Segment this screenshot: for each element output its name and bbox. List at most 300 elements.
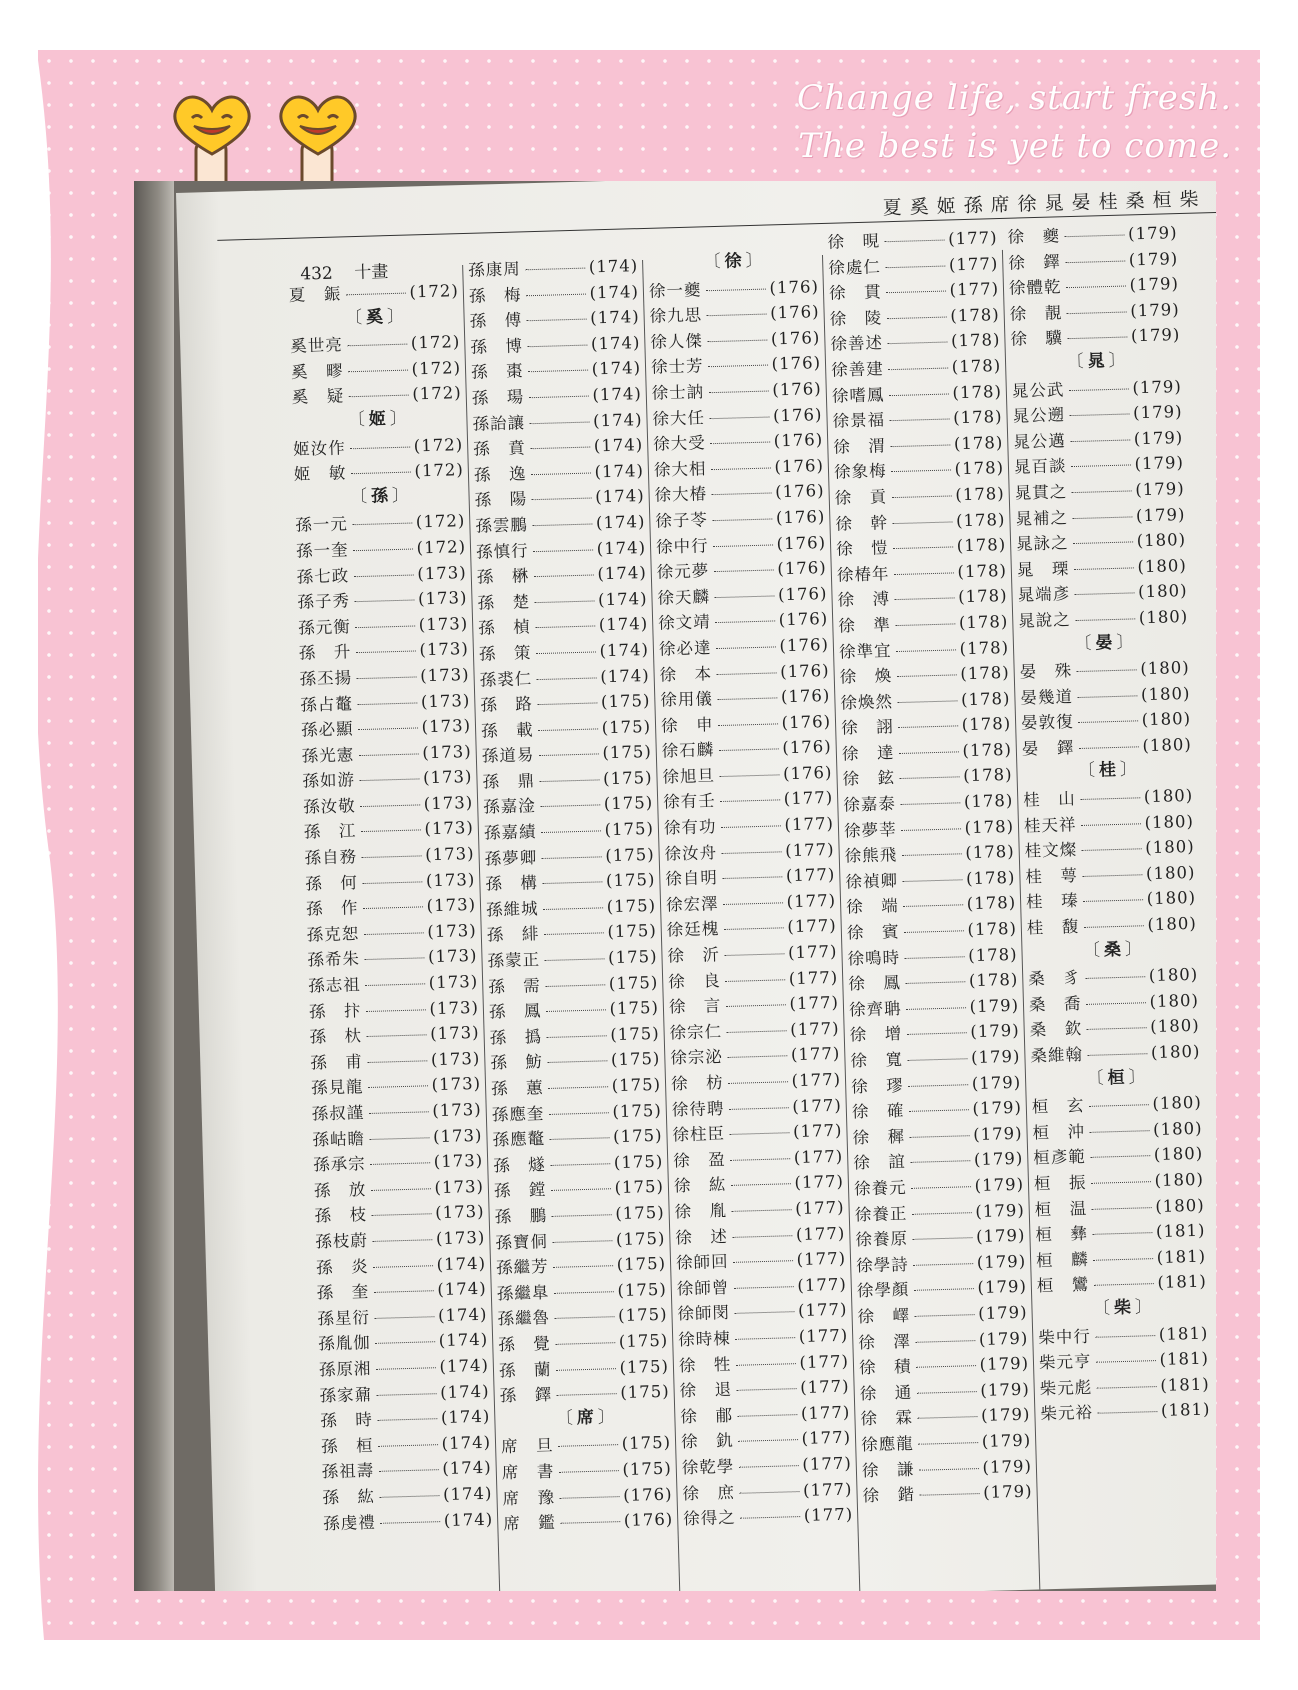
entry-page-ref: (173) bbox=[423, 792, 474, 814]
entry-name: 孫志祖 bbox=[307, 975, 361, 996]
entry-name: 徐學詩 bbox=[855, 1254, 909, 1276]
entry-page-ref: (179) bbox=[1130, 299, 1180, 321]
entry-page-ref: (180) bbox=[1155, 1195, 1205, 1216]
entry-page-ref: (172) bbox=[411, 357, 462, 379]
entry-page-ref: (175) bbox=[603, 793, 654, 814]
surname-header: 〔 孫 〕 bbox=[349, 485, 410, 508]
entry-page-ref: (180) bbox=[1137, 581, 1188, 602]
dot-leader bbox=[534, 600, 594, 603]
entry-name: 席 鑑 bbox=[503, 1513, 557, 1534]
dot-leader bbox=[1083, 900, 1143, 903]
entry-page-ref: (173) bbox=[434, 1202, 485, 1223]
dot-leader bbox=[1090, 1181, 1150, 1184]
dot-leader bbox=[353, 574, 413, 577]
entry-page-ref: (179) bbox=[981, 1430, 1032, 1451]
surname-header-label: 桑 bbox=[1103, 939, 1122, 961]
entry-name: 孫 棗 bbox=[470, 361, 524, 383]
entry-name: 晏 鐸 bbox=[1021, 738, 1075, 759]
entry-name: 席 豫 bbox=[502, 1487, 556, 1508]
entry-page-ref: (178) bbox=[957, 586, 1008, 607]
entry-name: 孫 何 bbox=[305, 872, 359, 894]
entry-page-ref: (175) bbox=[615, 1228, 666, 1249]
dot-leader bbox=[530, 447, 590, 450]
entry-name: 徐柱臣 bbox=[672, 1124, 726, 1145]
entry-name: 孫見龍 bbox=[310, 1077, 364, 1098]
dot-leader bbox=[718, 749, 778, 752]
dot-leader bbox=[1064, 235, 1124, 238]
entry-name: 孫 鼎 bbox=[482, 771, 536, 792]
entry-page-ref: (174) bbox=[438, 1330, 489, 1351]
dot-leader bbox=[360, 804, 420, 807]
entry-page-ref: (177) bbox=[792, 1095, 842, 1116]
entry-name: 徐 達 bbox=[841, 743, 895, 764]
entry-page-ref: (178) bbox=[968, 970, 1019, 991]
entry-name: 徐 紘 bbox=[673, 1175, 727, 1196]
dot-leader bbox=[546, 1035, 606, 1038]
entry-page-ref: (175) bbox=[607, 921, 658, 942]
entry-page-ref: (177) bbox=[784, 839, 835, 860]
surname-header-label: 奚 bbox=[365, 306, 384, 328]
dot-leader bbox=[738, 1439, 798, 1442]
entry-page-ref: (173) bbox=[419, 664, 470, 686]
entry-name: 孫 杕 bbox=[309, 1026, 363, 1047]
entry-page-ref: (180) bbox=[1136, 530, 1187, 551]
entry-page-ref: (177) bbox=[799, 1351, 850, 1372]
smiley-heart-icon bbox=[162, 92, 262, 192]
dot-leader bbox=[896, 674, 956, 677]
entry-name: 孫嘉淦 bbox=[483, 796, 537, 818]
section-label: 十畫 bbox=[354, 262, 389, 284]
entry-name: 奚 疁 bbox=[290, 361, 344, 382]
dot-leader bbox=[1089, 1130, 1149, 1133]
entry-page-ref: (173) bbox=[430, 1048, 481, 1070]
dot-leader bbox=[1092, 1232, 1152, 1235]
entry-page-ref: (177) bbox=[947, 228, 998, 249]
dot-leader bbox=[916, 1365, 976, 1368]
dot-leader bbox=[892, 521, 952, 524]
entry-page-ref: (174) bbox=[589, 281, 640, 303]
entry-name: 徐用儀 bbox=[660, 689, 714, 710]
dot-leader bbox=[886, 291, 946, 294]
entry-page-ref: (173) bbox=[433, 1150, 484, 1172]
dot-leader bbox=[345, 293, 405, 296]
dot-leader bbox=[734, 1312, 794, 1315]
entry-name: 孫 蘭 bbox=[498, 1359, 552, 1380]
dot-leader bbox=[1097, 1411, 1157, 1414]
surname-header-label: 晏 bbox=[1095, 632, 1113, 653]
entry-name: 孫必顯 bbox=[300, 719, 354, 740]
dot-leader bbox=[560, 1521, 620, 1524]
entry-name: 晁端彥 bbox=[1017, 584, 1071, 605]
entry-name: 桂 瑧 bbox=[1025, 891, 1079, 912]
dot-leader bbox=[888, 367, 948, 370]
surname-header-label: 桓 bbox=[1107, 1067, 1125, 1088]
surname-header: 〔 徐 〕 bbox=[703, 250, 763, 273]
entry-name: 徐 確 bbox=[851, 1101, 905, 1122]
dot-leader bbox=[720, 800, 780, 803]
dot-leader bbox=[722, 877, 782, 880]
entry-page-ref: (178) bbox=[952, 407, 1003, 428]
entry-page-ref: (175) bbox=[616, 1253, 667, 1275]
entry-page-ref: (177) bbox=[792, 1120, 843, 1142]
dot-leader bbox=[1071, 490, 1131, 493]
entry-page-ref: (176) bbox=[769, 276, 820, 298]
entry-name: 桂文燦 bbox=[1024, 840, 1078, 861]
entry-page-ref: (174) bbox=[592, 384, 643, 405]
entry-name: 桂 萼 bbox=[1025, 865, 1079, 887]
dot-leader bbox=[371, 1214, 431, 1217]
entry-name: 孫岵瞻 bbox=[312, 1128, 366, 1150]
dot-leader bbox=[348, 369, 408, 372]
dot-leader bbox=[378, 1444, 438, 1447]
dot-leader bbox=[558, 1470, 618, 1473]
dot-leader bbox=[355, 625, 415, 628]
dot-leader bbox=[735, 1363, 795, 1366]
entry-page-ref: (174) bbox=[437, 1304, 488, 1325]
entry-name: 晁補之 bbox=[1015, 507, 1069, 529]
dot-leader bbox=[543, 933, 603, 936]
dot-leader bbox=[733, 1260, 793, 1263]
dot-leader bbox=[887, 342, 947, 345]
dot-leader bbox=[893, 572, 953, 575]
entry-page-ref: (179) bbox=[982, 1481, 1033, 1503]
dot-leader bbox=[897, 700, 957, 703]
dot-leader bbox=[739, 1491, 799, 1494]
dot-leader bbox=[531, 498, 591, 501]
dot-leader bbox=[709, 416, 769, 419]
dot-leader bbox=[736, 1388, 796, 1391]
dot-leader bbox=[903, 930, 963, 933]
dot-leader bbox=[539, 779, 599, 782]
entry-page-ref: (175) bbox=[610, 1023, 660, 1045]
entry-page-ref: (176) bbox=[774, 455, 825, 477]
entry-name: 徐元夢 bbox=[656, 561, 710, 582]
entry-page-ref: (173) bbox=[417, 588, 468, 609]
entry-page-ref: (175) bbox=[605, 844, 655, 865]
entry-page-ref: (176) bbox=[623, 1509, 674, 1531]
entry-name: 孫希朱 bbox=[307, 949, 361, 971]
dot-leader bbox=[888, 393, 948, 396]
entry-page-ref: (172) bbox=[410, 332, 461, 353]
entry-name: 柴元彪 bbox=[1039, 1377, 1093, 1399]
entry-name: 晁公遡 bbox=[1012, 405, 1066, 426]
entry-page-ref: (180) bbox=[1146, 888, 1197, 909]
entry-name: 桓 麟 bbox=[1035, 1249, 1089, 1271]
entry-page-ref: (177) bbox=[949, 279, 1000, 300]
entry-name: 徐得之 bbox=[682, 1507, 736, 1529]
dot-leader bbox=[732, 1235, 792, 1238]
entry-name: 徐時棟 bbox=[677, 1328, 731, 1350]
entry-name: 徐 霖 bbox=[860, 1408, 914, 1429]
entry-name: 孫原湘 bbox=[318, 1358, 372, 1380]
entry-page-ref: (174) bbox=[597, 563, 648, 584]
entry-page-ref: (176) bbox=[769, 302, 820, 323]
entry-name: 孫 魴 bbox=[490, 1052, 544, 1073]
entry-page-ref: (174) bbox=[440, 1406, 491, 1428]
entry-page-ref: (173) bbox=[432, 1099, 482, 1121]
entry-name: 徐大任 bbox=[652, 407, 706, 429]
entry-name: 桑維翰 bbox=[1030, 1045, 1084, 1066]
entry-page-ref: (173) bbox=[424, 843, 475, 865]
entry-page-ref: (180) bbox=[1152, 1118, 1203, 1139]
surname-header-label: 桂 bbox=[1098, 760, 1117, 781]
dot-leader bbox=[540, 805, 600, 808]
entry-name: 孫 賁 bbox=[473, 438, 527, 459]
dot-leader bbox=[708, 365, 768, 368]
entry-name: 奚世亮 bbox=[290, 335, 344, 357]
entry-page-ref: (178) bbox=[952, 381, 1003, 402]
entry-page-ref: (179) bbox=[977, 1277, 1028, 1298]
entry-page-ref: (176) bbox=[773, 430, 824, 451]
dot-leader bbox=[728, 1081, 788, 1084]
dot-leader bbox=[721, 851, 781, 854]
dot-leader bbox=[727, 1056, 787, 1059]
entry-name: 晁 瑮 bbox=[1016, 558, 1070, 580]
dot-leader bbox=[720, 825, 780, 828]
dot-leader bbox=[357, 702, 417, 705]
entry-page-ref: (173) bbox=[424, 818, 475, 839]
entry-name: 晏敦復 bbox=[1020, 712, 1074, 733]
entry-name: 徐 寬 bbox=[850, 1050, 904, 1071]
entry-page-ref: (179) bbox=[972, 1097, 1023, 1119]
dot-leader bbox=[1078, 746, 1138, 749]
entry-name: 孫 鐸 bbox=[499, 1385, 553, 1406]
dot-leader bbox=[1086, 1028, 1146, 1031]
entry-name: 徐 良 bbox=[667, 970, 721, 992]
entry-name: 孫 桓 bbox=[320, 1435, 374, 1457]
dot-leader bbox=[378, 1469, 438, 1472]
dot-leader bbox=[536, 677, 596, 680]
entry-page-ref: (176) bbox=[771, 353, 822, 374]
book-page bbox=[176, 181, 1216, 1591]
dot-leader bbox=[733, 1286, 793, 1289]
dot-leader bbox=[350, 472, 410, 475]
dot-leader bbox=[918, 1468, 978, 1471]
dot-leader bbox=[347, 344, 407, 347]
entry-name: 席 旦 bbox=[500, 1436, 554, 1457]
dot-leader bbox=[559, 1496, 619, 1499]
entry-name: 桓 彝 bbox=[1035, 1224, 1089, 1245]
entry-name: 徐 鐸 bbox=[1008, 251, 1062, 273]
entry-page-ref: (173) bbox=[421, 716, 472, 737]
dot-leader bbox=[728, 1107, 788, 1110]
entry-name: 徐 準 bbox=[838, 615, 892, 636]
entry-page-ref: (172) bbox=[415, 511, 466, 532]
entry-page-ref: (179) bbox=[978, 1328, 1029, 1349]
entry-name: 席 書 bbox=[501, 1461, 555, 1483]
entry-name: 徐 晛 bbox=[827, 231, 881, 252]
quote-line-1: Change life, start fresh. bbox=[796, 78, 1232, 118]
dot-leader bbox=[706, 314, 766, 317]
entry-name: 徐景福 bbox=[832, 410, 886, 431]
entry-page-ref: (174) bbox=[437, 1278, 487, 1300]
surname-header: 〔 桑 〕 bbox=[1082, 938, 1143, 961]
entry-name: 徐 胤 bbox=[674, 1200, 728, 1222]
dot-leader bbox=[379, 1495, 439, 1498]
entry-name: 徐 澤 bbox=[858, 1331, 912, 1352]
index-entry bbox=[683, 1501, 854, 1531]
entry-name: 徐廷槐 bbox=[666, 919, 720, 941]
entry-name: 徐 煥 bbox=[839, 666, 893, 687]
surname-header-label: 孫 bbox=[370, 485, 389, 507]
dot-leader bbox=[350, 446, 410, 449]
entry-name: 徐宗泌 bbox=[670, 1047, 724, 1068]
dot-leader bbox=[535, 626, 595, 629]
dot-leader bbox=[705, 288, 765, 291]
entry-name: 徐師曾 bbox=[676, 1277, 730, 1299]
entry-name: 徐一夔 bbox=[648, 279, 702, 301]
dot-leader bbox=[912, 1237, 972, 1240]
entry-name: 桑 喬 bbox=[1028, 993, 1082, 1015]
dot-leader bbox=[905, 981, 965, 984]
entry-page-ref: (174) bbox=[588, 256, 639, 277]
dot-leader bbox=[533, 549, 593, 552]
entry-name: 孫 瑒 bbox=[471, 387, 525, 408]
entry-page-ref: (179) bbox=[1129, 274, 1180, 295]
entry-page-ref: (175) bbox=[609, 998, 660, 1019]
entry-name: 徐象梅 bbox=[833, 461, 887, 483]
entry-page-ref: (175) bbox=[614, 1177, 665, 1198]
surname-header: 〔 姬 〕 bbox=[347, 408, 408, 431]
entry-name: 孫丕揚 bbox=[299, 668, 353, 689]
dot-leader bbox=[715, 621, 775, 624]
dot-leader bbox=[525, 293, 585, 296]
dot-leader bbox=[915, 1340, 975, 1343]
dot-leader bbox=[363, 932, 423, 935]
dot-leader bbox=[348, 395, 408, 398]
dot-leader bbox=[710, 467, 770, 470]
entry-name: 徐 幹 bbox=[835, 512, 889, 534]
entry-name: 孫 紘 bbox=[322, 1486, 376, 1508]
entry-page-ref: (180) bbox=[1154, 1169, 1205, 1191]
entry-page-ref: (177) bbox=[795, 1223, 846, 1244]
entry-name: 徐 貢 bbox=[834, 487, 888, 508]
dot-leader bbox=[724, 953, 784, 956]
dot-leader bbox=[1070, 465, 1130, 468]
entry-page-ref: (179) bbox=[972, 1123, 1023, 1144]
dot-leader bbox=[545, 1010, 605, 1013]
entry-name: 徐體乾 bbox=[1008, 277, 1062, 298]
entry-page-ref: (178) bbox=[966, 893, 1017, 914]
entry-name: 徐有功 bbox=[663, 817, 717, 838]
dot-leader bbox=[1080, 797, 1140, 800]
entry-name: 徐宗仁 bbox=[669, 1021, 723, 1043]
dot-leader bbox=[1095, 1335, 1155, 1338]
entry-page-ref: (173) bbox=[426, 895, 477, 916]
entry-name: 徐學顏 bbox=[856, 1280, 910, 1301]
dot-leader bbox=[360, 830, 420, 833]
entry-name: 孫占鼇 bbox=[300, 693, 354, 715]
entry-name: 徐自明 bbox=[665, 868, 719, 889]
dot-leader bbox=[908, 1109, 968, 1112]
entry-page-ref: (174) bbox=[593, 435, 644, 456]
dot-leader bbox=[362, 881, 422, 884]
dot-leader bbox=[354, 600, 414, 603]
dot-leader bbox=[552, 1240, 612, 1243]
dot-leader bbox=[899, 777, 959, 780]
entry-page-ref: (175) bbox=[608, 972, 659, 993]
dot-leader bbox=[911, 1186, 971, 1189]
dot-leader bbox=[1070, 439, 1130, 442]
entry-name: 孫應奎 bbox=[491, 1103, 545, 1125]
dot-leader bbox=[359, 779, 419, 782]
entry-page-ref: (172) bbox=[416, 536, 467, 558]
dot-leader bbox=[541, 856, 601, 859]
entry-name: 孫繼臯 bbox=[496, 1282, 550, 1304]
entry-page-ref: (176) bbox=[779, 660, 830, 681]
dot-leader bbox=[527, 344, 587, 347]
entry-name: 徐 端 bbox=[845, 896, 899, 917]
entry-name: 孫 蕙 bbox=[490, 1078, 544, 1099]
entry-page-ref: (173) bbox=[427, 946, 478, 967]
entry-name: 桂 馥 bbox=[1026, 917, 1080, 938]
entry-name: 徐 夔 bbox=[1007, 226, 1061, 247]
entry-name: 孫 甫 bbox=[310, 1051, 364, 1073]
dot-leader bbox=[528, 370, 588, 373]
dot-leader bbox=[555, 1368, 615, 1371]
dot-leader bbox=[538, 754, 598, 757]
dot-leader bbox=[1073, 567, 1133, 570]
entry-name: 徐應龍 bbox=[860, 1433, 914, 1455]
entry-page-ref: (178) bbox=[965, 842, 1015, 863]
surname-header-label: 席 bbox=[576, 1407, 595, 1428]
entry-name: 徐熊飛 bbox=[844, 845, 898, 866]
entry-name: 徐 盈 bbox=[672, 1149, 726, 1171]
entry-name: 孫裘仁 bbox=[479, 668, 533, 690]
entry-name: 孫 傅 bbox=[469, 310, 523, 332]
dot-leader bbox=[548, 1112, 608, 1115]
dot-leader bbox=[909, 1135, 969, 1138]
entry-name: 徐 釚 bbox=[680, 1431, 734, 1452]
entry-name: 孫夢卿 bbox=[484, 847, 538, 869]
dot-leader bbox=[904, 956, 964, 959]
dot-leader bbox=[1075, 618, 1135, 621]
surname-header: 〔 奚 〕 bbox=[344, 306, 405, 328]
entry-name: 孫蒙正 bbox=[487, 950, 541, 971]
entry-name: 徐 牲 bbox=[678, 1354, 732, 1375]
entry-name: 徐 靚 bbox=[1009, 303, 1063, 324]
entry-page-ref: (176) bbox=[780, 686, 831, 707]
dot-leader bbox=[1065, 286, 1125, 289]
entry-name: 孫 炎 bbox=[315, 1256, 369, 1278]
dot-leader bbox=[374, 1316, 434, 1319]
entry-page-ref: (174) bbox=[599, 639, 650, 661]
entry-name: 徐 渭 bbox=[833, 436, 887, 457]
entry-page-ref: (177) bbox=[789, 993, 840, 1014]
dot-leader bbox=[713, 544, 773, 547]
surname-header: 〔 晁 〕 bbox=[1066, 350, 1126, 373]
entry-page-ref: (175) bbox=[610, 1049, 661, 1070]
entry-page-ref: (180) bbox=[1141, 709, 1192, 730]
dot-leader bbox=[356, 676, 416, 679]
entry-name: 桑 欽 bbox=[1029, 1019, 1083, 1040]
entry-page-ref: (179) bbox=[980, 1379, 1030, 1400]
surname-header: 〔 晏 〕 bbox=[1074, 631, 1134, 654]
entry-page-ref: (173) bbox=[432, 1125, 483, 1146]
entry-name: 徐 鳳 bbox=[848, 973, 902, 994]
entry-page-ref: (180) bbox=[1152, 1092, 1203, 1114]
entry-name: 孫 策 bbox=[478, 643, 532, 664]
entry-page-ref: (180) bbox=[1148, 964, 1199, 986]
entry-page-ref: (173) bbox=[419, 639, 470, 660]
entry-page-ref: (178) bbox=[960, 663, 1010, 684]
entry-page-ref: (179) bbox=[970, 1021, 1020, 1042]
index-column-5 bbox=[1007, 219, 1211, 1426]
dot-leader bbox=[373, 1290, 433, 1293]
entry-page-ref: (177) bbox=[784, 813, 835, 835]
entry-page-ref: (175) bbox=[607, 946, 658, 968]
entry-page-ref: (172) bbox=[412, 383, 462, 404]
